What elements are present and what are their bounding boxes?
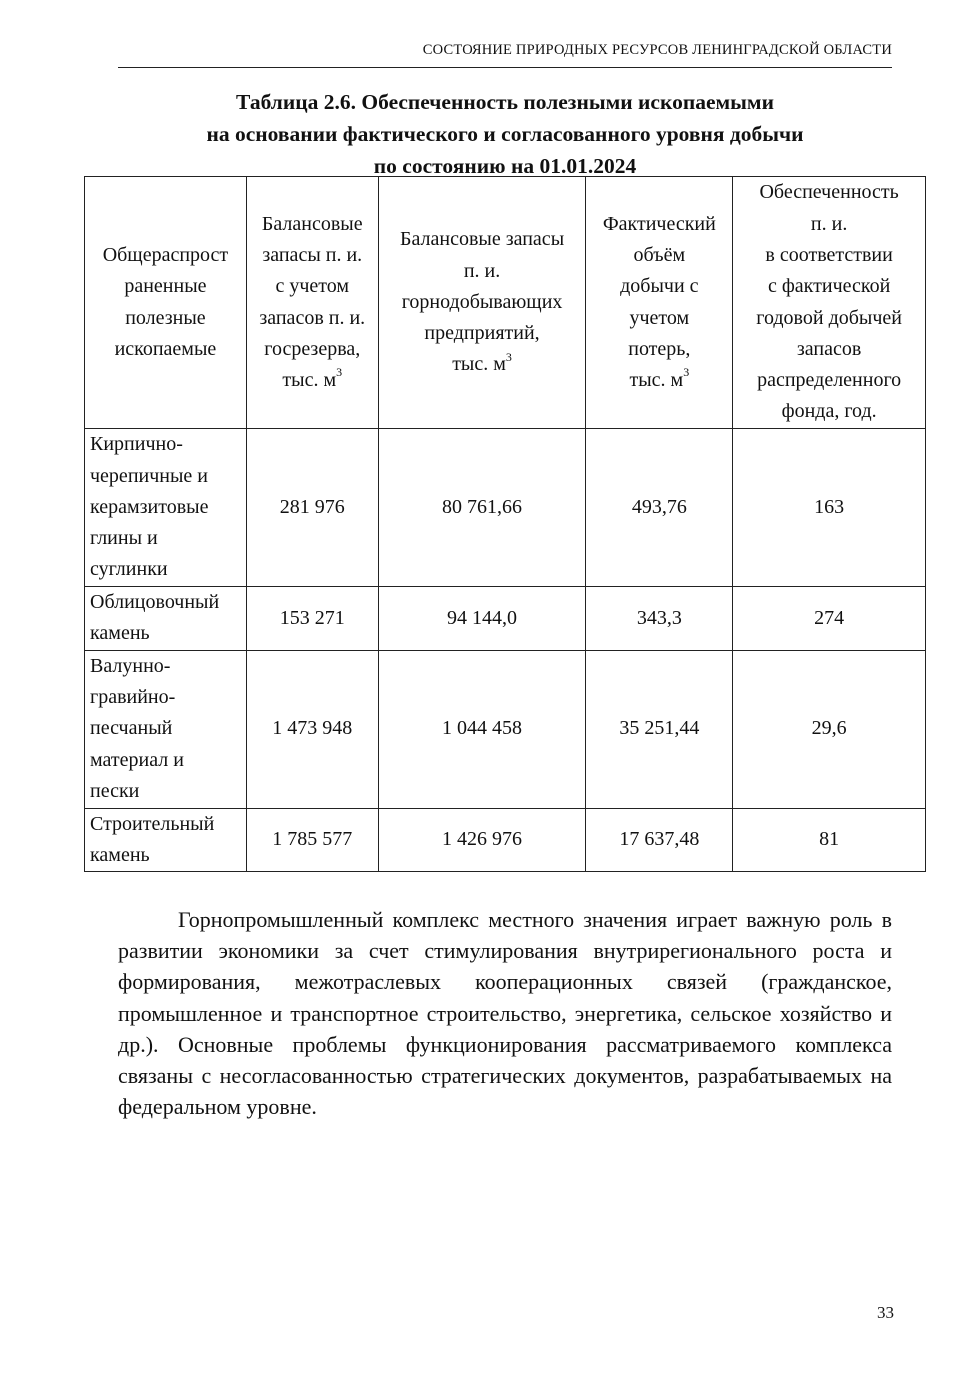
header-line: объём bbox=[633, 243, 686, 266]
header-line: предприятий, bbox=[424, 322, 540, 345]
table-row bbox=[85, 808, 926, 872]
header-line: Балансовые запасы bbox=[399, 228, 565, 251]
mineral-name-line: Валунно- bbox=[90, 654, 171, 677]
page-number: 33 bbox=[877, 1303, 894, 1322]
header-line: учетом bbox=[629, 306, 690, 329]
provision-years-cell: 163 bbox=[733, 429, 926, 587]
header-unit bbox=[251, 365, 374, 396]
unit-text: тыс. м bbox=[282, 369, 337, 392]
header-line: п. и. bbox=[463, 259, 501, 282]
mineral-name-line: Строительный bbox=[90, 812, 215, 835]
balance-reserves-cell: 153 271 bbox=[246, 587, 378, 651]
header-line: годовой добычей bbox=[756, 306, 902, 329]
mineral-name-cell bbox=[85, 808, 247, 872]
actual-output-cell: 35 251,44 bbox=[586, 650, 733, 808]
table-title-line: Таблица 2.6. Обеспеченность полезными ископаемыми bbox=[236, 90, 774, 114]
table-title bbox=[84, 86, 926, 182]
mineral-name-line: глины и bbox=[90, 527, 158, 550]
balance-reserves-cell: 1 473 948 bbox=[246, 650, 378, 808]
unit-text: тыс. м bbox=[452, 353, 506, 376]
mineral-name-line: черепичные и bbox=[90, 464, 208, 487]
header-line: с фактической bbox=[767, 275, 891, 298]
header-unit bbox=[590, 365, 728, 396]
header-enterprise-reserves bbox=[378, 177, 586, 429]
actual-output-cell: 343,3 bbox=[586, 587, 733, 651]
mineral-name-line: Кирпично- bbox=[90, 433, 183, 456]
mineral-name-line: суглинки bbox=[90, 558, 168, 581]
balance-reserves-cell: 281 976 bbox=[246, 429, 378, 587]
header-unit bbox=[383, 349, 582, 380]
mineral-name-line: Облицовочный bbox=[90, 591, 220, 613]
unit-text: тыс. м bbox=[629, 369, 684, 392]
header-line: фонда, год. bbox=[781, 400, 877, 423]
header-rule bbox=[118, 67, 892, 68]
mineral-name-line: камень bbox=[90, 622, 150, 645]
header-line: горнодобывающих bbox=[401, 290, 563, 313]
provision-years-cell: 274 bbox=[733, 587, 926, 651]
table-row bbox=[85, 587, 926, 651]
table-header-row bbox=[85, 177, 926, 429]
header-line: ископаемые bbox=[114, 337, 217, 360]
table-row bbox=[85, 650, 926, 808]
header-line: запасы п. и. bbox=[262, 243, 363, 266]
enterprise-reserves-cell: 1 426 976 bbox=[378, 808, 586, 872]
table-title-line: по состоянию на 01.01.2024 bbox=[373, 154, 637, 178]
provision-years-cell: 29,6 bbox=[733, 650, 926, 808]
header-line: п. и. bbox=[810, 212, 848, 235]
header-line: госрезерва, bbox=[264, 337, 361, 360]
mineral-name-line: материал и bbox=[90, 748, 184, 771]
mineral-name-line: гравийно- bbox=[90, 686, 176, 709]
mineral-name-line: песчаный bbox=[90, 717, 173, 740]
mineral-name-line: керамзитовые bbox=[90, 495, 209, 518]
header-line: полезные bbox=[125, 306, 206, 329]
unit-exponent: 3 bbox=[336, 365, 343, 380]
header-line: Фактический bbox=[602, 212, 716, 235]
mineral-name-line: пески bbox=[90, 780, 140, 803]
header-line: в соответствии bbox=[765, 243, 893, 266]
mineral-name-cell bbox=[85, 429, 247, 587]
header-line: запасов bbox=[796, 337, 862, 360]
provision-years-cell: 81 bbox=[733, 808, 926, 872]
actual-output-cell: 17 637,48 bbox=[586, 808, 733, 872]
mineral-name-cell bbox=[85, 587, 247, 651]
header-line: Общераспрост bbox=[102, 243, 229, 266]
mineral-name-cell bbox=[85, 650, 247, 808]
actual-output-cell: 493,76 bbox=[586, 429, 733, 587]
table-title-line: на основании фактического и согласованного уровня добычи bbox=[206, 122, 804, 146]
unit-exponent: 3 bbox=[683, 365, 690, 380]
header-mineral-type bbox=[85, 177, 247, 429]
unit-exponent: 3 bbox=[505, 349, 512, 364]
header-actual-output bbox=[586, 177, 733, 429]
header-balance-reserves bbox=[246, 177, 378, 429]
enterprise-reserves-cell: 1 044 458 bbox=[378, 650, 586, 808]
mineral-name-line: камень bbox=[90, 843, 150, 866]
header-line: запасов п. и. bbox=[259, 306, 366, 329]
enterprise-reserves-cell: 94 144,0 bbox=[378, 587, 586, 651]
reserves-table bbox=[84, 176, 926, 872]
header-line: раненные bbox=[124, 275, 207, 298]
enterprise-reserves-cell: 80 761,66 bbox=[378, 429, 586, 587]
header-line: Балансовые bbox=[261, 212, 363, 235]
header-line: Обеспеченность bbox=[759, 181, 899, 204]
header-line: распределенного bbox=[757, 369, 902, 392]
table-row bbox=[85, 429, 926, 587]
body-paragraph: Горнопромышленный комплекс местного значения играет важную роль в развитии экономики за счет стимулирования внутрирегионального роста и формирования, межотраслевых кооперационных связей (гражданское, промышленное и транспортное строительство, энергетика, сельское хозяйство и др.). Основные проблемы функционирования рассматриваемого комплекса связаны с несогласованностью стратегических документов, разрабатываемых на федеральном уровне. bbox=[118, 907, 892, 1120]
header-line: добычи с bbox=[620, 275, 699, 298]
header-provision-years bbox=[733, 177, 926, 429]
balance-reserves-cell: 1 785 577 bbox=[246, 808, 378, 872]
header-line: потерь, bbox=[628, 337, 691, 360]
running-header: СОСТОЯНИЕ ПРИРОДНЫХ РЕСУРСОВ ЛЕНИНГРАДСКОЙ ОБЛАСТИ bbox=[422, 42, 892, 58]
header-line: с учетом bbox=[275, 275, 350, 298]
